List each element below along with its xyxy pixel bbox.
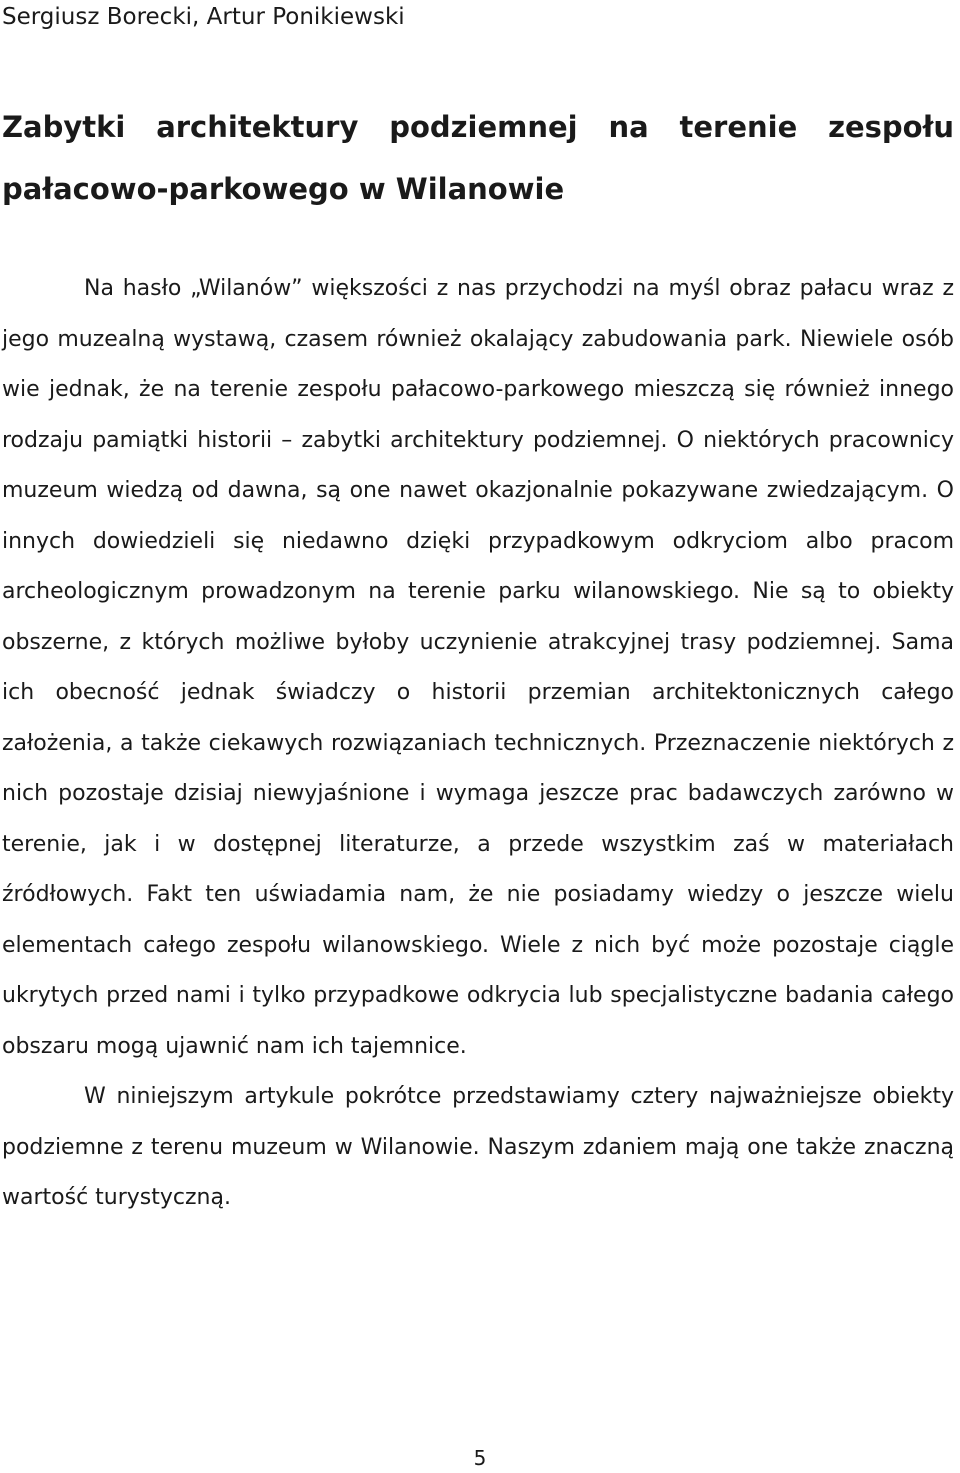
page-number: 5 [473,1446,487,1470]
authors-header: Sergiusz Borecki, Artur Ponikiewski [2,4,405,30]
paragraph-scope: W niniejszym artykule pokrótce przedstawiamy cztery najważniejsze obiekty podziemne z terenu muzeum w Wilanowie. Naszym zdaniem mają one także znaczną wartość turystyczną. [2,1084,954,1210]
article-title: Zabytki architektury podziemnej na terenie zespołu pałacowo-parkowego w Wilanowie [2,110,954,206]
paragraph-intro: Na hasło „Wilanów” większości z nas przychodzi na myśl obraz pałacu wraz z jego muzealną wystawą, czasem również okalający zabudowania park. Niewiele osób wie jednak, że na terenie zespołu pałacowo-parkowego mieszczą się również innego rodzaju pamiątki historii – zabytki architektury podziemnej. O niektórych pracownicy muzeum wiedzą od dawna, są one nawet okazjonalnie pokazywane zwiedzającym. O innych dowiedzieli się niedawno dzięki przypadkowym odkryciom albo pracom archeologicznym prowadzonym na terenie parku wilanowskiego. Nie są to obiekty obszerne, z których możliwe byłoby uczynienie atrakcyjnej trasy podziemnej. Sama ich obecność jednak świadczy o historii przemian architektonicznych całego założenia, a także ciekawych rozwiązaniach technicznych. Przeznaczenie niektórych z nich pozostaje dzisiaj niewyjaśnione i wymaga jeszcze prac badawczych zarówno w terenie, jak i w dostępnej literaturze, a przede wszystkim zaś w materiałach źródłowych. Fakt ten uświadamia nam, że nie posiadamy wiedzy o jeszcze wielu elementach całego zespołu wilanowskiego. Wiele z nich być może pozostaje ciągle ukrytych przed nami i tylko przypadkowe odkrycia lub specjalistyczne badania całego obszaru mogą ujawnić nam ich tajemnice. [2,276,954,1059]
article-body [2,264,954,1224]
